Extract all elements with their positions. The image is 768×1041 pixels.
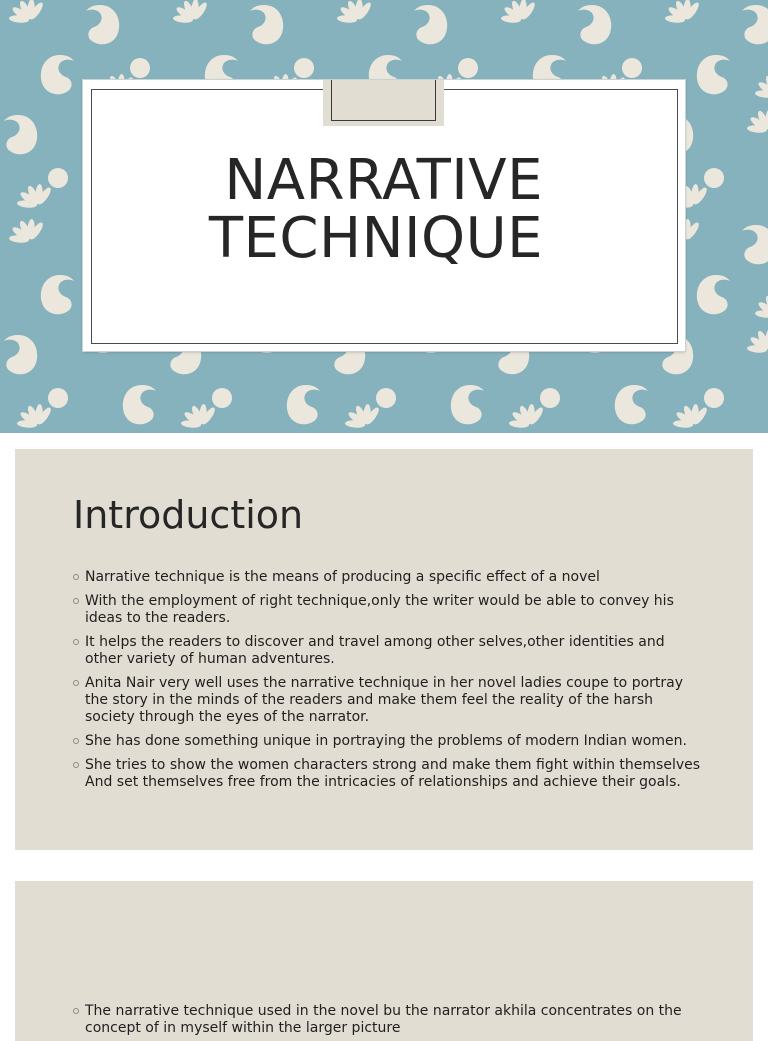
title-slide — [0, 0, 768, 433]
pattern-dot — [540, 388, 560, 408]
title-frame — [83, 80, 685, 351]
third-slide — [15, 881, 753, 1041]
pattern-dot — [622, 58, 642, 78]
frame-tab — [323, 80, 444, 126]
bullet-item — [73, 593, 703, 628]
pattern-dot — [48, 168, 68, 188]
bullet-item — [73, 634, 703, 669]
slide-title-line-1: NARRATIVE — [183, 152, 543, 210]
bullet-ring-icon — [73, 639, 79, 645]
slide-heading: Introduction — [73, 493, 303, 537]
bullet-text: It helps the readers to discover and travel among other selves,other identities and other variety of human adventures. — [85, 634, 665, 667]
bullet-ring-icon — [73, 598, 79, 604]
slide-title — [183, 152, 543, 268]
bullet-ring-icon — [73, 574, 79, 580]
bullet-list — [73, 569, 703, 798]
pattern-dot — [376, 388, 396, 408]
introduction-slide — [15, 449, 753, 850]
bullet-ring-icon — [73, 680, 79, 686]
bullet-text: With the employment of right technique,only the writer would be able to convey his ideas to the readers. — [85, 593, 674, 626]
bullet-ring-icon — [73, 762, 79, 768]
bullet-text: The narrative technique used in the novel bu the narrator akhila concentrates on the concept of in myself within the larger picture — [85, 1003, 682, 1036]
bullet-text: Anita Nair very well uses the narrative technique in her novel ladies coupe to portray the story in the minds of the readers and make them feel the reality of the harsh society through the eyes of the narrator. — [85, 675, 683, 726]
bullet-item — [73, 733, 703, 750]
bullet-ring-icon — [73, 1008, 79, 1014]
bullet-item — [73, 675, 703, 727]
bullet-text: She has done something unique in portraying the problems of modern Indian women. — [85, 733, 687, 749]
pattern-dot — [212, 388, 232, 408]
bullet-ring-icon — [73, 738, 79, 744]
bullet-list — [73, 1003, 703, 1041]
bullet-item — [73, 1003, 703, 1038]
pattern-dot — [458, 58, 478, 78]
pattern-dot — [294, 58, 314, 78]
bullet-item — [73, 569, 703, 586]
bullet-item — [73, 757, 703, 792]
pattern-dot — [704, 388, 724, 408]
bullet-text: She tries to show the women characters strong and make them fight within themselves And set themselves free from the intricacies of relationships and achieve their goals. — [85, 757, 700, 790]
bullet-text: Narrative technique is the means of producing a specific effect of a novel — [85, 569, 600, 585]
frame-tab-border — [331, 80, 436, 121]
pattern-dot — [48, 388, 68, 408]
pattern-dot — [704, 168, 724, 188]
slide-title-line-2: TECHNIQUE — [183, 210, 543, 268]
pattern-dot — [130, 58, 150, 78]
